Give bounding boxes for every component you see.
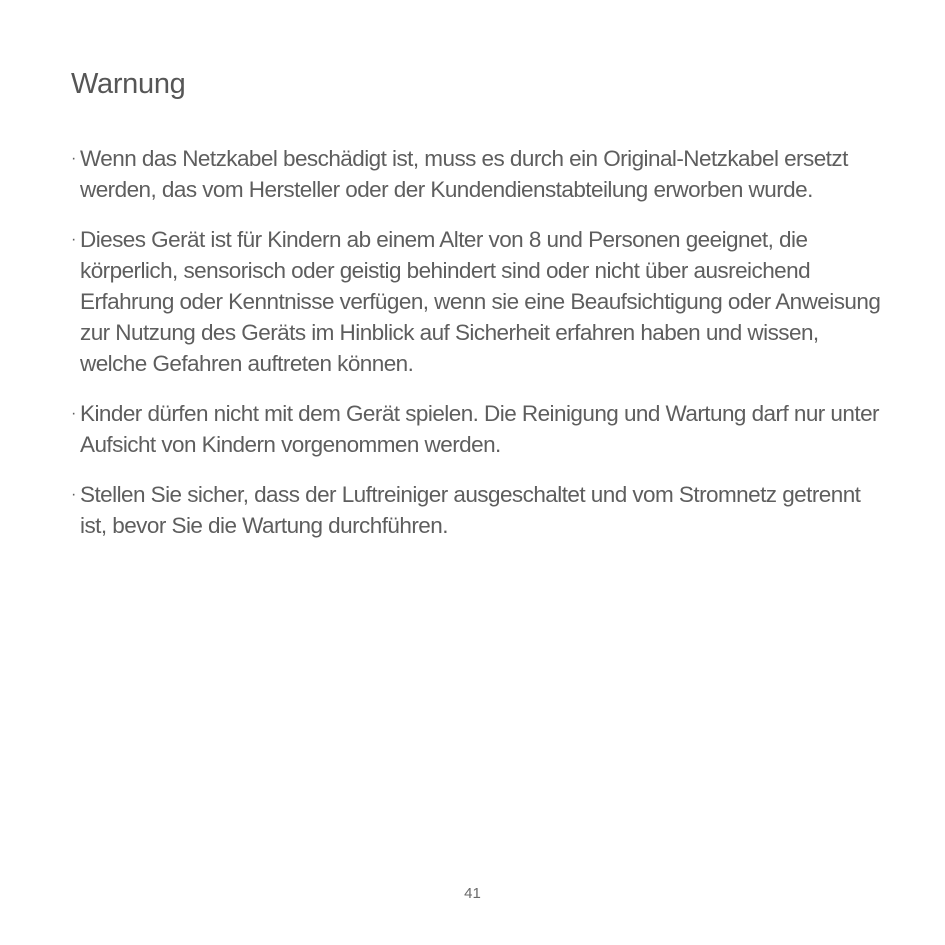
warning-item-children-persons — [71, 224, 881, 379]
warning-item-text: Kinder dürfen nicht mit dem Gerät spielen. Die Reinigung und Wartung darf nur unter Aufsicht von Kindern vorgenommen werden. — [80, 401, 879, 457]
bullet-marker: · — [71, 150, 76, 167]
warning-item-text: Stellen Sie sicher, dass der Luftreiniger ausgeschaltet und vom Stromnetz getrennt ist, bevor Sie die Wartung durchführen. — [80, 482, 861, 538]
page-title: Warnung — [71, 68, 186, 100]
warning-item-maintenance — [71, 479, 881, 541]
bullet-marker: · — [71, 405, 76, 422]
bullet-marker: · — [71, 231, 76, 248]
warning-list — [71, 143, 881, 560]
warning-item-text: Dieses Gerät ist für Kindern ab einem Alter von 8 und Personen geeignet, die körperlich, sensorisch oder geistig behindert sind oder nicht über ausreichend Erfahrung oder Kenntnisse verfügen, wenn sie eine Beaufsichtigung oder Anweisung zur Nutzung des Geräts im Hinblick auf Sicherheit erfahren haben und wissen, welche Gefahren auftreten können. — [80, 227, 881, 376]
warning-item-power-cable — [71, 143, 881, 205]
page-number: 41 — [464, 885, 481, 902]
warning-item-text: Wenn das Netzkabel beschädigt ist, muss es durch ein Original-Netzkabel ersetzt werden, das vom Hersteller oder der Kundendienstabteilung erworben wurde. — [80, 146, 848, 202]
warning-item-children-play — [71, 398, 881, 460]
bullet-marker: · — [71, 486, 76, 503]
